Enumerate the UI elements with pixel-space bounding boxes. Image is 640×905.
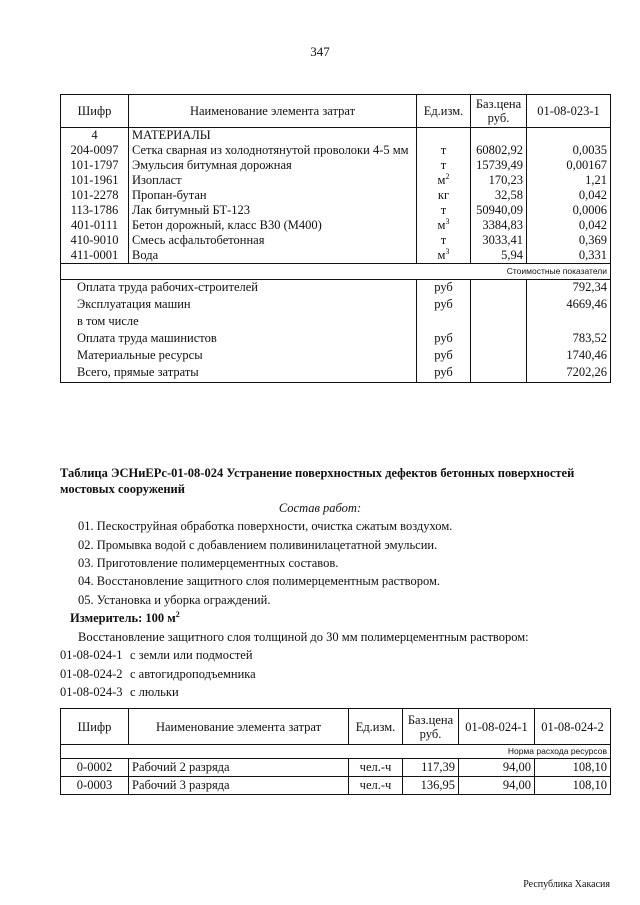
- meter-label: [70, 611, 180, 626]
- row-value: 0,042: [527, 188, 611, 203]
- variant-text: с люльки: [130, 685, 179, 699]
- row-unit: [417, 173, 471, 188]
- cost-unit: [417, 314, 471, 331]
- row-value: 0,0035: [527, 143, 611, 158]
- row-value-2: 108,10: [535, 759, 611, 777]
- material-row: [61, 248, 611, 264]
- work-description: Восстановление защитного слоя толщиной до 30 мм полимерцементным раствором:: [78, 630, 529, 644]
- unit-text: т: [440, 233, 447, 247]
- row-code: 101-2278: [61, 188, 129, 203]
- section-name: МАТЕРИАЛЫ: [129, 128, 417, 144]
- cost-name: Эксплуатация машин: [61, 297, 417, 314]
- unit-exponent: 2: [445, 171, 450, 181]
- row-name: Рабочий 2 разряда: [129, 759, 349, 777]
- row-unit: [417, 218, 471, 233]
- row-value: 0,331: [527, 248, 611, 264]
- cost-price-empty: [471, 348, 527, 365]
- variant-code: 01-08-024-1: [60, 648, 123, 662]
- row-unit: [417, 233, 471, 248]
- row-code: 0-0003: [61, 777, 129, 795]
- unit-text: т: [440, 158, 447, 172]
- cost-row: [61, 297, 611, 314]
- row-value-1: 94,00: [459, 759, 535, 777]
- cost-caption-row: [61, 264, 611, 280]
- material-row: [61, 158, 611, 173]
- row-code: 401-0111: [61, 218, 129, 233]
- row-name: Лак битумный БТ-123: [129, 203, 417, 218]
- row-price: 117,39: [403, 759, 459, 777]
- row-code: 113-1786: [61, 203, 129, 218]
- work-item: 01. Пескоструйная обработка поверхности, очистка сжатым воздухом.: [78, 519, 453, 533]
- cost-row: [61, 314, 611, 331]
- row-price: 60802,92: [471, 143, 527, 158]
- row-price: 5,94: [471, 248, 527, 264]
- table-header-row: [61, 95, 611, 128]
- material-row: [61, 218, 611, 233]
- composition-heading: Состав работ:: [278, 501, 362, 515]
- variant-code: 01-08-024-3: [60, 685, 123, 699]
- unit-exponent: 3: [445, 246, 450, 256]
- work-item: 02. Промывка водой с добавлением поливинилацетатной эмульсии.: [78, 538, 438, 552]
- row-name: Вода: [129, 248, 417, 264]
- row-price: 3384,83: [471, 218, 527, 233]
- cost-price-empty: [471, 280, 527, 298]
- row-name: Сетка сварная из холоднотянутой проволоки 4-5 мм: [129, 143, 417, 158]
- row-code: 101-1961: [61, 173, 129, 188]
- row-name: Смесь асфальтобетонная: [129, 233, 417, 248]
- table-title: Таблица ЭСНиЕРс-01-08-024 Устранение поверхностных дефектов бетонных поверхностей мостовых сооружений: [60, 466, 575, 496]
- header-unit: Ед.изм.: [417, 95, 471, 128]
- work-item: 03. Приготовление полимерцементных составов.: [78, 556, 339, 570]
- table-row: [61, 759, 611, 777]
- row-unit: [417, 143, 471, 158]
- row-value: 1,21: [527, 173, 611, 188]
- cost-unit: руб: [417, 365, 471, 383]
- material-row: [61, 188, 611, 203]
- row-value: 0,0006: [527, 203, 611, 218]
- row-name: Бетон дорожный, класс В30 (М400): [129, 218, 417, 233]
- unit-exponent: 3: [445, 216, 450, 226]
- header-name: Наименование элемента затрат: [129, 709, 349, 745]
- header-price: Баз.цена руб.: [403, 709, 459, 745]
- cost-unit: руб: [417, 331, 471, 348]
- row-value: 0,00167: [527, 158, 611, 173]
- row-code: 0-0002: [61, 759, 129, 777]
- resources-table: [60, 708, 611, 795]
- row-code: 411-0001: [61, 248, 129, 264]
- header-column-024-1: 01-08-024-1: [459, 709, 535, 745]
- row-value-2: 108,10: [535, 777, 611, 795]
- material-row: [61, 143, 611, 158]
- unit-text: м: [437, 218, 446, 232]
- cost-value: 7202,26: [527, 365, 611, 383]
- header-column-023-1: 01-08-023-1: [527, 95, 611, 128]
- cost-row: [61, 348, 611, 365]
- table-row: [61, 777, 611, 795]
- row-price: 3033,41: [471, 233, 527, 248]
- material-row: [61, 173, 611, 188]
- unit-text: т: [440, 143, 447, 157]
- cost-unit: руб: [417, 280, 471, 298]
- variant-text: с автогидроподъемника: [130, 667, 256, 681]
- table-header-row: [61, 709, 611, 745]
- cost-value: 783,52: [527, 331, 611, 348]
- cost-value: [527, 314, 611, 331]
- header-price: Баз.цена руб.: [471, 95, 527, 128]
- row-price: 32,58: [471, 188, 527, 203]
- cost-name: Оплата труда рабочих-строителей: [61, 280, 417, 298]
- cost-value: 792,34: [527, 280, 611, 298]
- row-name: Изопласт: [129, 173, 417, 188]
- header-code: Шифр: [61, 95, 129, 128]
- header-column-024-2: 01-08-024-2: [535, 709, 611, 745]
- row-price: 15739,49: [471, 158, 527, 173]
- cost-price-empty: [471, 331, 527, 348]
- row-price: 170,23: [471, 173, 527, 188]
- unit-text: м: [437, 173, 446, 187]
- material-row: [61, 203, 611, 218]
- row-unit: [417, 158, 471, 173]
- row-code: 204-0097: [61, 143, 129, 158]
- row-value: 0,369: [527, 233, 611, 248]
- cost-row: [61, 280, 611, 298]
- cost-unit: руб: [417, 297, 471, 314]
- norm-caption-row: [61, 745, 611, 759]
- row-code: 410-9010: [61, 233, 129, 248]
- row-price: 136,95: [403, 777, 459, 795]
- cost-price-empty: [471, 365, 527, 383]
- row-unit: [417, 203, 471, 218]
- variant-item: [60, 685, 179, 700]
- row-price: 50940,09: [471, 203, 527, 218]
- cost-row: [61, 365, 611, 383]
- unit-text: т: [440, 203, 447, 217]
- header-code: Шифр: [61, 709, 129, 745]
- variant-text: с земли или подмостей: [130, 648, 253, 662]
- variant-code: 01-08-024-2: [60, 667, 123, 681]
- unit-text: м: [437, 248, 446, 262]
- cost-price-empty: [471, 297, 527, 314]
- cost-value: 1740,46: [527, 348, 611, 365]
- material-row: [61, 233, 611, 248]
- unit-text: кг: [437, 188, 450, 202]
- section-code: 4: [61, 128, 129, 144]
- cost-caption: Стоимостные показатели: [61, 264, 611, 280]
- cost-price-empty: [471, 314, 527, 331]
- cost-name: в том числе: [61, 314, 417, 331]
- cost-name: Всего, прямые затраты: [61, 365, 417, 383]
- cost-name: Оплата труда машинистов: [61, 331, 417, 348]
- row-unit: чел.-ч: [349, 759, 403, 777]
- meter-exponent: 2: [175, 609, 180, 619]
- cost-unit: руб: [417, 348, 471, 365]
- row-unit: [417, 188, 471, 203]
- materials-table: [60, 94, 611, 383]
- row-name: Пропан-бутан: [129, 188, 417, 203]
- work-item: 05. Установка и уборка ограждений.: [78, 593, 271, 607]
- norm-caption: Норма расхода ресурсов: [61, 745, 611, 759]
- row-code: 101-1797: [61, 158, 129, 173]
- header-unit: Ед.изм.: [349, 709, 403, 745]
- row-value: 0,042: [527, 218, 611, 233]
- page-number: 347: [310, 44, 330, 59]
- row-unit: [417, 248, 471, 264]
- section-row: [61, 128, 611, 144]
- variant-item: [60, 648, 253, 663]
- variant-item: [60, 667, 256, 682]
- row-value-1: 94,00: [459, 777, 535, 795]
- footer-region: Республика Хакасия: [523, 879, 610, 890]
- row-unit: чел.-ч: [349, 777, 403, 795]
- work-item: 04. Восстановление защитного слоя полимерцементным раствором.: [78, 574, 441, 588]
- cost-row: [61, 331, 611, 348]
- row-name: Рабочий 3 разряда: [129, 777, 349, 795]
- header-name: Наименование элемента затрат: [129, 95, 417, 128]
- cost-name: Материальные ресурсы: [61, 348, 417, 365]
- cost-value: 4669,46: [527, 297, 611, 314]
- meter-text: Измеритель: 100 м: [70, 611, 176, 625]
- row-name: Эмульсия битумная дорожная: [129, 158, 417, 173]
